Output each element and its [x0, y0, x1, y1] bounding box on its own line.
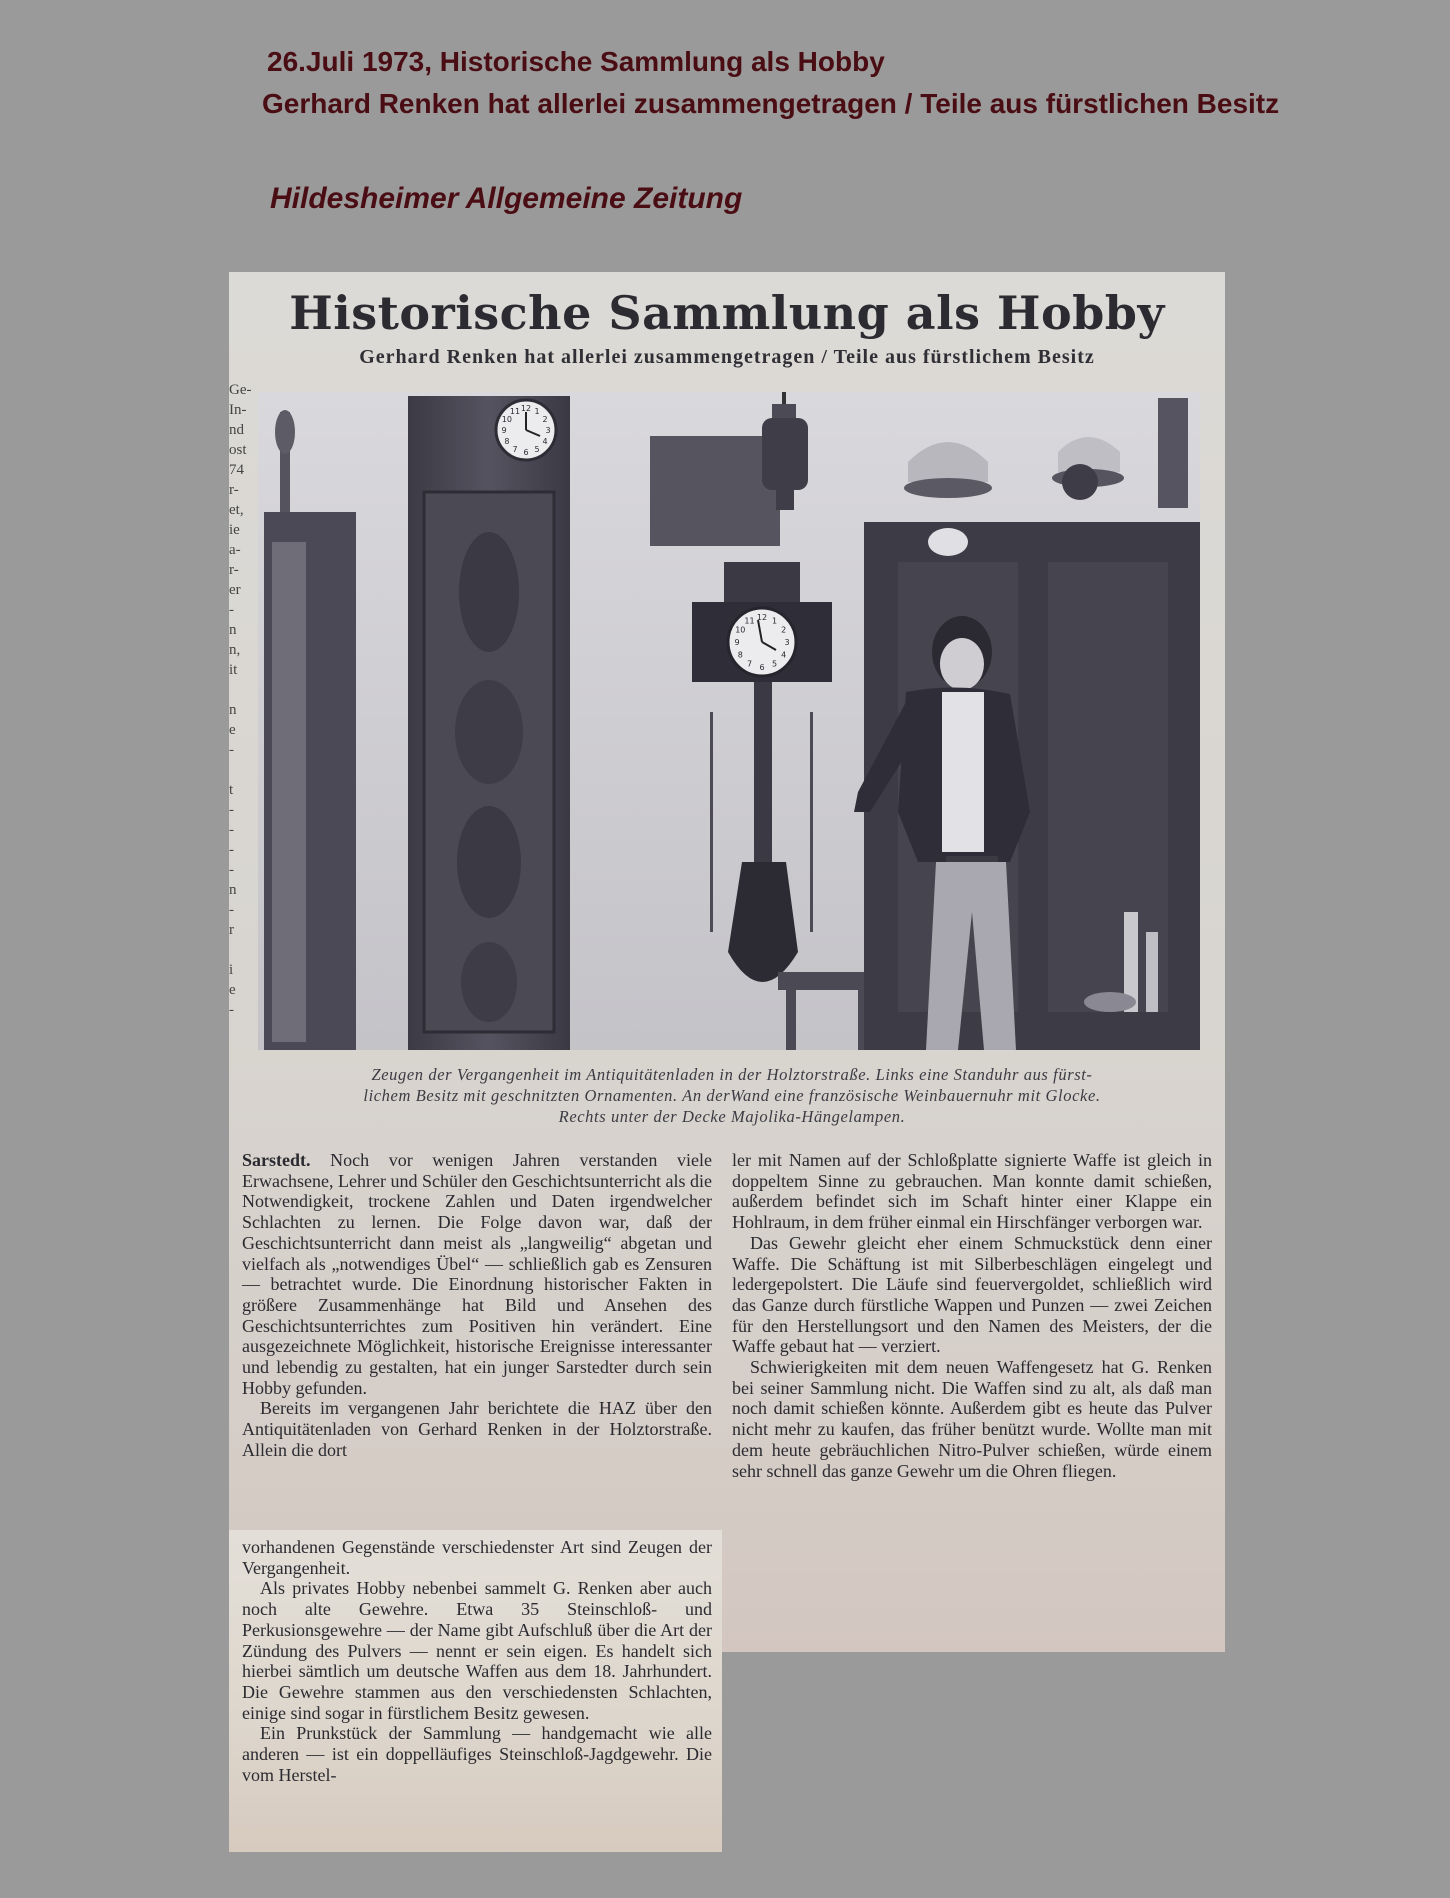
clock-numeral: 6 — [759, 663, 765, 672]
margin-fragment: a- — [229, 542, 241, 558]
margin-fragment — [229, 680, 259, 700]
clock-numeral: 4 — [542, 437, 548, 446]
margin-fragment: n — [229, 882, 237, 898]
margin-fragment: n — [229, 622, 237, 638]
article-headline: Historische Sammlung als Hobby — [289, 286, 1165, 340]
margin-fragment: n — [229, 702, 237, 718]
clock-numeral: 9 — [734, 638, 740, 647]
margin-fragment — [229, 940, 259, 960]
clock-numeral: 5 — [534, 445, 540, 455]
wall-clock — [692, 562, 832, 982]
clock-numeral: 1 — [534, 406, 540, 416]
clock-numeral: 3 — [784, 638, 790, 647]
clock-numeral: 5 — [771, 659, 778, 669]
clock-numeral: 2 — [781, 625, 787, 635]
margin-fragment: er — [229, 582, 241, 598]
caption-line: lichem Besitz mit geschnitzten Ornamenten. An derWand eine französische Weinbauernuhr mit Glocke. — [363, 1086, 1101, 1105]
clock-numeral: 3 — [545, 426, 551, 435]
clock-numeral: 8 — [504, 437, 510, 446]
margin-fragment: - — [229, 602, 234, 618]
clock-numeral: 9 — [501, 426, 507, 435]
article-paragraph: ler mit Namen auf der Schloßplatte signierte Waffe ist gleich in doppeltem Sinne zu gebrauchen. Man konnte damit schießen, außerdem befindet sich im Schaft hinter einer Klappe ein Hohlraum, in dem früher einmal ein Hirschfänger verborgen war. — [732, 1150, 1212, 1233]
newspaper-source: Hildesheimer Allgemeine Zeitung — [270, 182, 743, 215]
clock-numeral: 8 — [737, 650, 743, 660]
article-paragraph: Ein Prunkstück der Sammlung — handgemacht wie alle anderen — ist ein doppelläufiges Steinschloß-Jagdgewehr. Die vom Herstel- — [242, 1723, 712, 1785]
margin-fragment: nd — [229, 422, 244, 438]
clock-numeral: 10 — [501, 415, 512, 424]
margin-fragment: t — [229, 782, 234, 798]
article-column-2 — [732, 1150, 1212, 1481]
clock-numeral: 12 — [756, 613, 768, 622]
chair — [778, 972, 878, 990]
clock-numeral: 2 — [542, 415, 548, 424]
article-paragraph: Als privates Hobby nebenbei sammelt G. Renken aber auch noch alte Gewehre. Etwa 35 Steinschloß- und Perkusionsgewehre — der Name gibt Aufschluß über die Art der Zündung des Pulvers — nennt er sein eigen. Es handelt sich hierbei sämtlich um deutsche Waffen aus dem 18. Jahrhundert. Die Gewehre stammen aus den verschiedensten Schlachten, einige sind sogar in fürstlichem Besitz gewesen. — [242, 1578, 712, 1723]
clock-numeral: 11 — [509, 406, 521, 416]
margin-fragment: - — [229, 802, 234, 818]
caption-line: Rechts unter der Decke Majolika-Hängelampen. — [558, 1107, 906, 1126]
margin-fragment: et, — [229, 502, 244, 518]
article-paragraph: Das Gewehr gleicht eher einem Schmuckstück denn einer Waffe. Die Schäftung ist mit Silberbeschlägen eingelegt und ledergepolstert. Die Läufe sind feuervergoldet, schließlich wird das Ganze durch fürstliche Wappen und Punzen — zwei Zeichen für den Herstellungsort und den Namen des Meisters, der die Waffe gebaut hat — verziert. — [732, 1232, 1212, 1357]
margin-fragment: - — [229, 1002, 234, 1018]
margin-fragment: n, — [229, 642, 241, 658]
page-header-subtitle: Gerhard Renken hat allerlei zusammengetragen / Teile aus fürstlichen Besitz — [262, 88, 1280, 119]
margin-fragment: Ge- — [229, 382, 252, 398]
article-paragraph — [242, 1150, 712, 1398]
clock-numeral: 10 — [735, 625, 746, 635]
margin-fragment: i — [229, 962, 234, 978]
page-header-title: 26.Juli 1973, Historische Sammlung als Hobby — [267, 46, 885, 77]
clock-numeral: 7 — [746, 659, 753, 669]
margin-fragment: r- — [229, 482, 239, 498]
article-paragraph: Schwierigkeiten mit dem neuen Waffengesetz hat G. Renken bei seiner Sammlung nicht. Die Waffen sind zu alt, als daß man noch damit schießen könnte. Außerdem gibt es heute das Pulver nicht mehr zu kaufen, das früher benützt wurde. Wollte man mit dem heute gebräuchlichen Nitro-Pulver schießen, würde einem sehr schnell das ganze Gewehr um die Ohren fliegen. — [732, 1357, 1212, 1481]
dateline: Sarstedt. — [242, 1150, 311, 1170]
margin-fragment: - — [229, 902, 234, 918]
wall-painting — [650, 436, 780, 546]
clock-numeral: 12 — [520, 404, 532, 413]
margin-fragment: 74 — [229, 462, 244, 478]
grandfather-clock — [408, 396, 570, 1050]
margin-fragment: - — [229, 862, 234, 878]
article-subheadline: Gerhard Renken hat allerlei zusammengetragen / Teile aus fürstlichem Besitz — [359, 346, 1095, 368]
article-photo — [258, 392, 1200, 1050]
margin-fragment: In- — [229, 402, 247, 418]
margin-fragment: ost — [229, 442, 247, 458]
margin-fragment: ie — [229, 522, 240, 538]
article-column-1-continued — [242, 1537, 712, 1785]
margin-fragment: - — [229, 742, 234, 758]
clock-numeral: 7 — [512, 445, 518, 455]
clock-numeral: 1 — [771, 616, 778, 626]
clock-numeral: 11 — [744, 616, 755, 626]
photo-caption — [262, 1064, 1202, 1127]
margin-column-fragment — [229, 380, 259, 1020]
margin-fragment: r- — [229, 562, 239, 578]
margin-fragment: it — [229, 662, 238, 678]
margin-fragment: - — [229, 822, 234, 838]
margin-fragment: - — [229, 842, 234, 858]
article-column-1 — [242, 1150, 712, 1461]
margin-fragment: e — [229, 982, 236, 998]
paragraph-text: Noch vor wenigen Jahren verstanden viele Erwachsene, Lehrer und Schüler den Geschichtsunterricht als die Notwendigkeit, trockene Zahlen und Daten irgendwelcher Schlachten zu lernen. Die Folge davon war, daß der Geschichtsunterricht dann meist als „langweilig“ abgetan und vielfach als „notwendiges Übel“ — schließlich gab es Zensuren — betrachtet wurde. Die Einordnung historischer Fakten in größere Zusammenhänge hat Bild und Ansehen des Geschichtsunterrichtes zum Positiven hin verändert. Eine ausgezeichnete Möglichkeit, historische Ereignisse interessanter und lebendig zu gestalten, hat ein junger Sarstedter durch sein Hobby gefunden. — [242, 1150, 713, 1398]
margin-fragment — [229, 760, 259, 780]
clock-numeral: 6 — [523, 448, 529, 457]
caption-line: Zeugen der Vergangenheit im Antiquitätenladen in der Holztorstraße. Links eine Standuhr aus fürst- — [371, 1065, 1093, 1084]
margin-fragment: e — [229, 722, 236, 738]
article-paragraph: vorhandenen Gegenstände verschiedenster Art sind Zeugen der Vergangenheit. — [242, 1537, 712, 1578]
antique-shop-photo — [258, 392, 1200, 1050]
clock-numeral: 4 — [781, 650, 787, 660]
article-paragraph: Bereits im vergangenen Jahr berichtete die HAZ über den Antiquitätenladen von Gerhard Renken in der Holztorstraße. Allein die dort — [242, 1398, 712, 1460]
margin-fragment: r — [229, 922, 234, 938]
